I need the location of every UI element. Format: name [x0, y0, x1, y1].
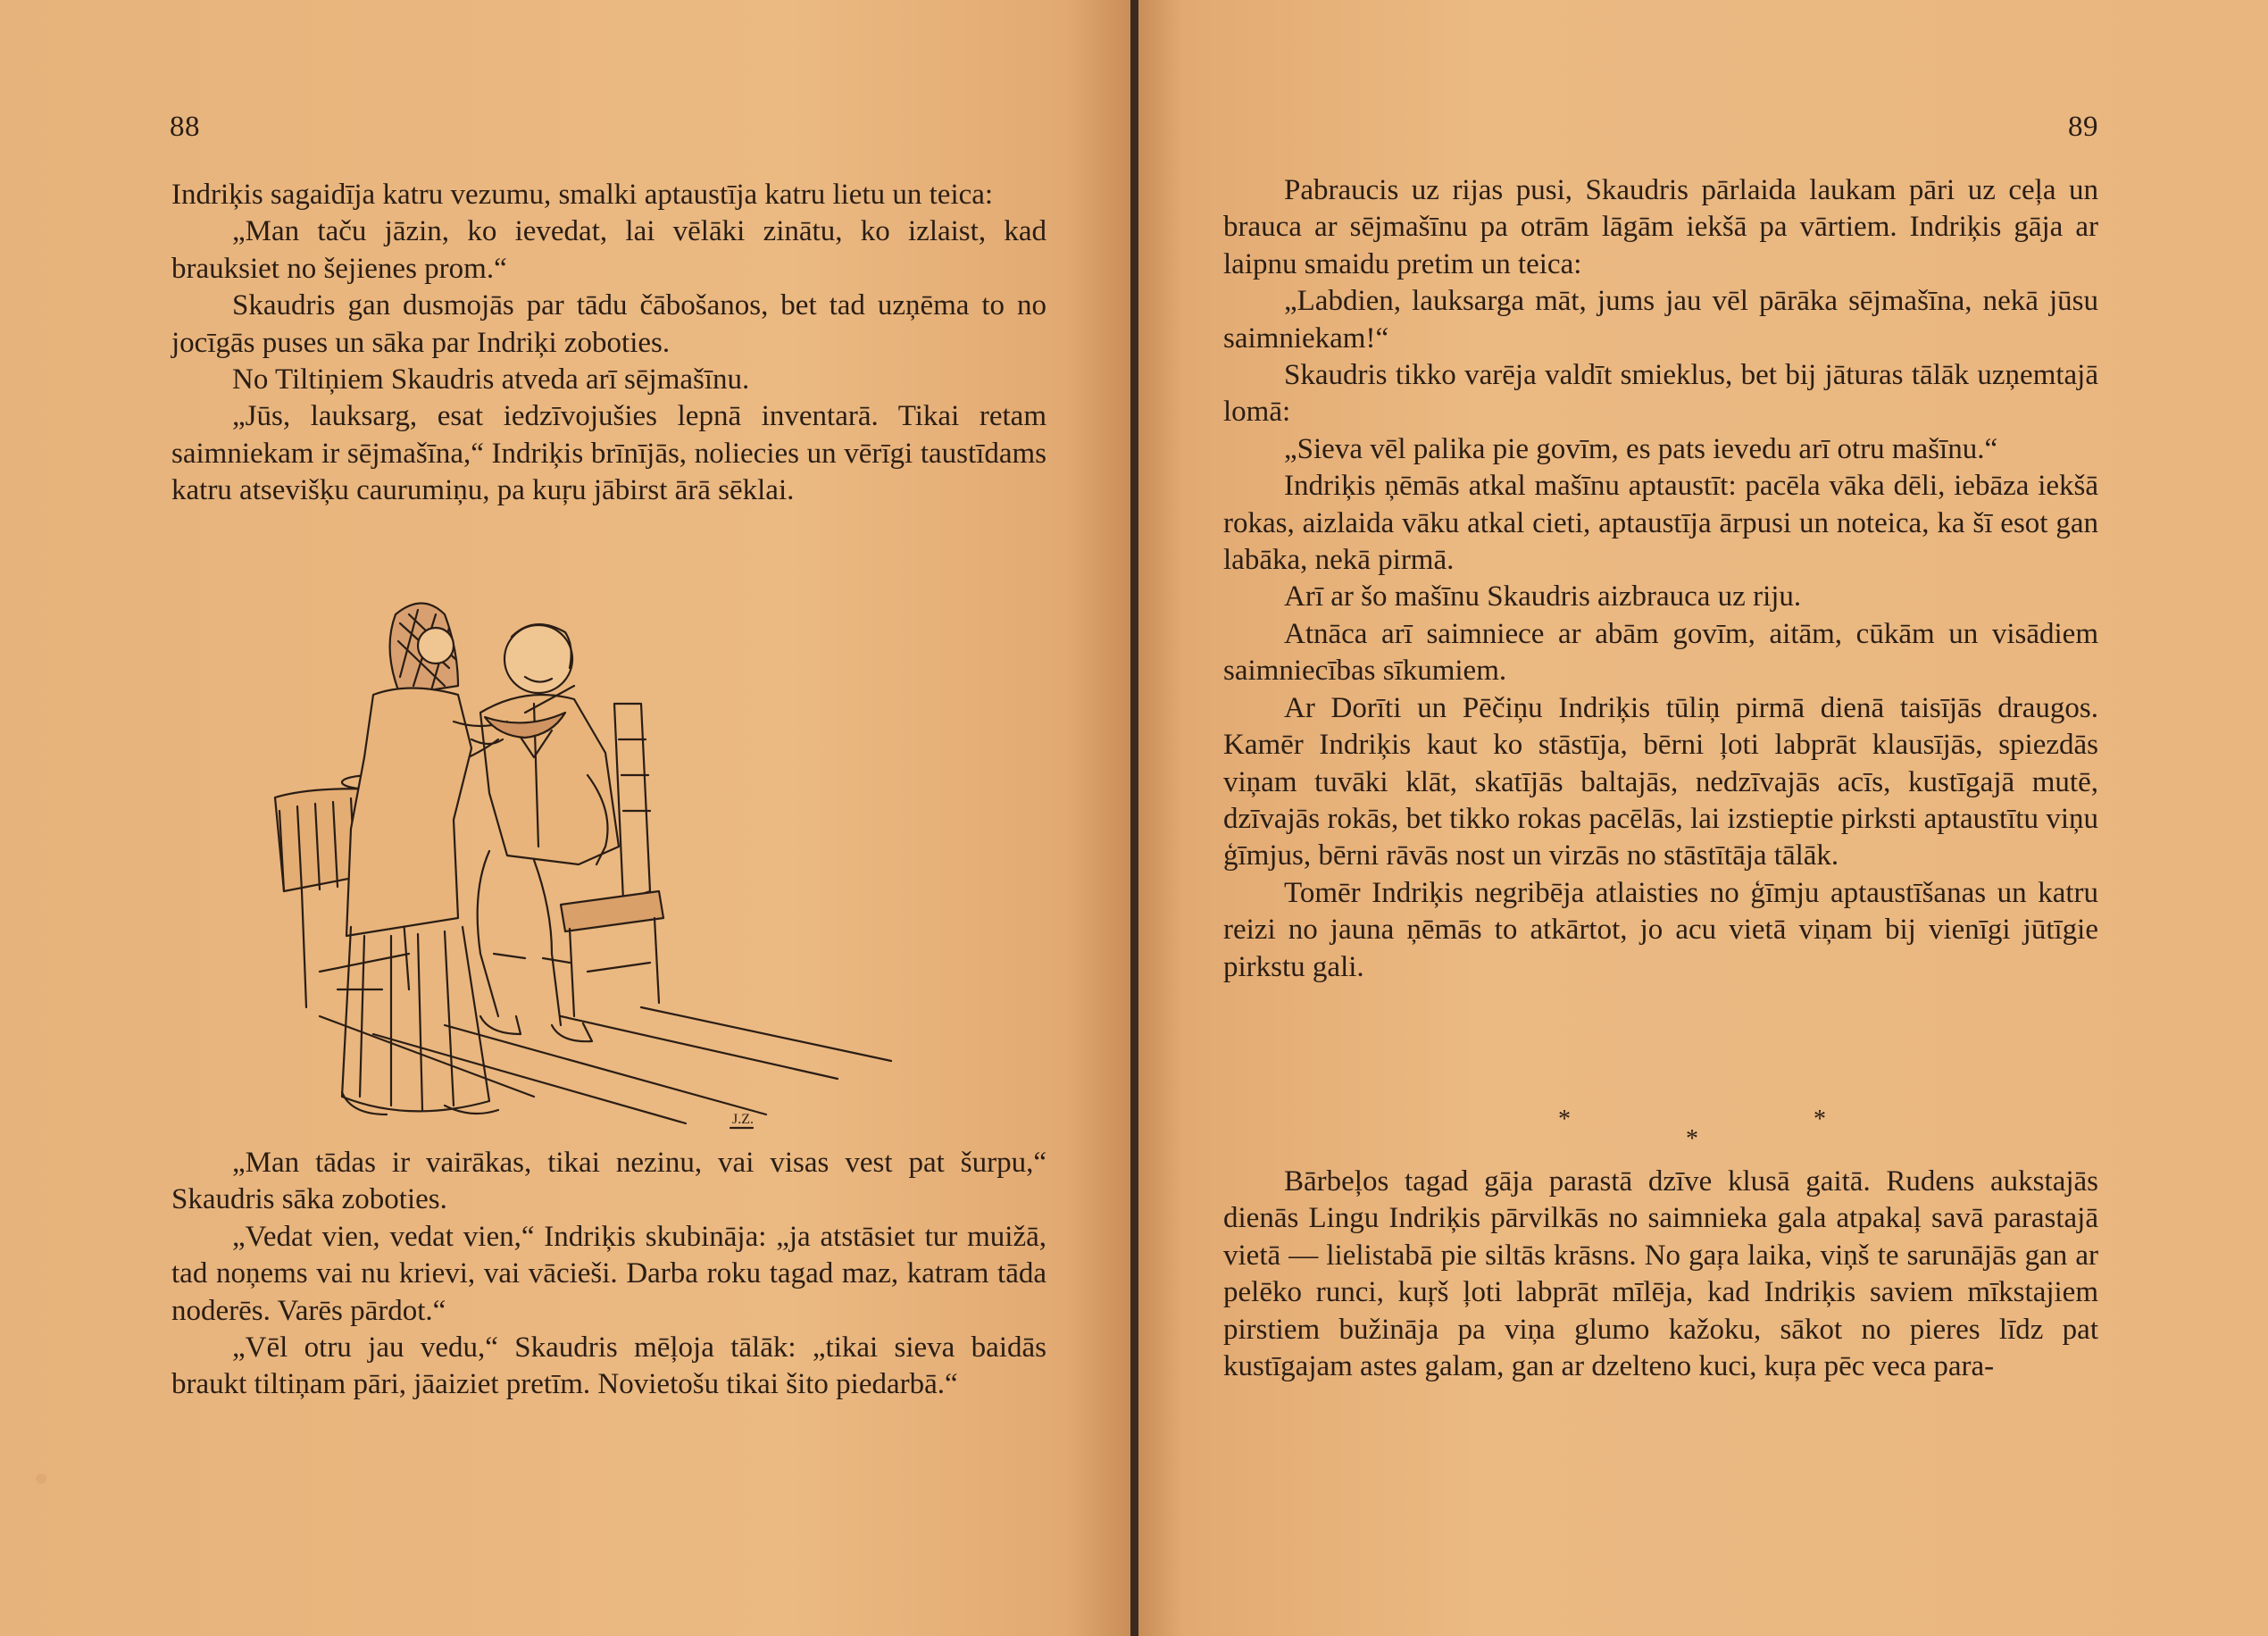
paragraph: „Labdien, lauksarga māt, jums jau vēl pārāka sējmašīna, nekā jūsu saimniekam!“ — [1223, 285, 2098, 355]
paper-spot — [36, 1473, 46, 1484]
paragraph: „Vēl otru jau vedu,“ Skaudris mēļoja tālāk: „tikai sieva baidās braukt tiltiņam pāri, jāaiziet pretīm. Novietošu tikai šito piedarbā.“ — [171, 1331, 1046, 1401]
separator-asterisk: * — [1686, 1125, 1698, 1153]
page-number: 88 — [170, 111, 200, 143]
paragraph: Skaudris tikko varēja valdīt smieklus, bet bij jāturas tālāk uzņemtajā lomā: — [1223, 359, 2098, 429]
left-text-top — [171, 177, 1046, 510]
page-number: 89 — [2068, 111, 2098, 143]
paragraph: No Tiltiņiem Skaudris atveda arī sējmašīnu. — [232, 363, 750, 396]
paragraph: „Sieva vēl palika pie govīm, es pats ievedu arī otru mašīnu.“ — [1284, 432, 1998, 465]
right-text-top — [1223, 172, 2098, 986]
paragraph: „Man taču jāzin, ko ievedat, lai vēlāki zinātu, ko izlaist, kad brauksiet no šejienes prom.“ — [171, 215, 1046, 285]
right-text-bottom — [1223, 1164, 2098, 1385]
paragraph: „Man tādas ir vairākas, tikai nezinu, vai visas vest pat šurpu,“ Skaudris sāka zoboties. — [171, 1147, 1046, 1216]
separator-asterisk: * — [1814, 1106, 1826, 1133]
paragraph: Atnāca arī saimniece ar abām govīm, aitām, cūkām un visādiem saimniecības sīkumiem. — [1223, 617, 2098, 688]
section-separator — [1558, 1106, 1826, 1153]
illustrator-signature: J.Z. — [732, 1112, 754, 1127]
paragraph: Indriķis ņēmās atkal mašīnu aptaustīt: pacēla vāka dēli, iebāza iekšā rokas, aizlaida vāku atkal cieti, aptaustīja ārpusi un noteica, ka šī esot gan labāka, nekā pirmā. — [1223, 470, 2098, 577]
paragraph: Bārbeļos tagad gāja parastā dzīve klusā gaitā. Rudens aukstajās dienās Lingu Indriķis pārvilkās no saimnieka gala atpakaļ savā parastajā vietā — lielistabā pie siltās krāsns. No gaŗa laika, viņš te sarunājās gan ar pelēko runci, kuŗš ļoti labprāt mīlēja, kad Indriķis saviem mīkstajiem pirstiem bužināja pa viņa glumo kažoku, sākot no pieres līdz pat kustīgajam astes galam, gan ar dzelteno kuci, kuŗa pēc veca para- — [1223, 1165, 2098, 1383]
paragraph: Indriķis sagaidīja katru vezumu, smalki aptaustīja katru lietu un teica: — [171, 179, 994, 211]
paragraph: Tomēr Indriķis negribēja atlaisties no ģīmju aptaustīšanas un katru reizi no jauna ņēmās to atkārtot, jo acu vietā viņam bij vienīgi jūtīgie pirkstu gali. — [1223, 876, 2098, 983]
left-page — [0, 0, 1132, 1636]
paragraph: Arī ar šo mašīnu Skaudris aizbrauca uz riju. — [1284, 580, 1802, 614]
book-illustration — [266, 597, 918, 1136]
paragraph: „Jūs, lauksarg, esat iedzīvojušies lepnā inventarā. Tikai retam saimniekam ir sējmašīna,“ Indriķis brīnījās, noliecies un vērīgi taustīdams katru atsevišķu caurumiņu, pa kuŗu jābirst ārā sēklai. — [171, 400, 1046, 507]
left-text-bottom — [171, 1145, 1046, 1404]
separator-asterisk: * — [1558, 1106, 1571, 1133]
right-page — [1138, 0, 2268, 1636]
woman-serving-bowl-to-seated-man-illustration — [266, 597, 918, 1136]
paragraph: Pabraucis uz rijas pusi, Skaudris pārlaida laukam pāri uz ceļa un brauca ar sējmašīnu pa otrām lāgām iekšā pa vārtiem. Indriķis gāja ar laipnu smaidu pretim un teica: — [1223, 174, 2098, 280]
paragraph: Skaudris gan dusmojās par tādu čābošanos, bet tad uzņēma to no jocīgās puses un sāka par Indriķi zoboties. — [171, 289, 1046, 359]
paragraph: „Vedat vien, vedat vien,“ Indriķis skubināja: „ja atstāsiet tur muižā, tad noņems vai nu krievi, vai vācieši. Darba roku tagad maz, katram tāda noderēs. Varēs pārdot.“ — [171, 1220, 1046, 1327]
paragraph: Ar Dorīti un Pēčiņu Indriķis tūliņ pirmā dienā taisījās draugos. Kamēr Indriķis kaut ko stāstīja, bērni ļoti labprāt klausījās, spiezdās viņam tuvāki klāt, skatījās baltajās, nedzīvajās acīs, kustīgajā mutē, dzīvajās rokās, bet tikko rokas pacēlās, lai izstieptie pirksti aptaustītu viņu ģīmjus, bērni rāvās nost un virzās no stāstītāja tālāk. — [1223, 691, 2098, 872]
